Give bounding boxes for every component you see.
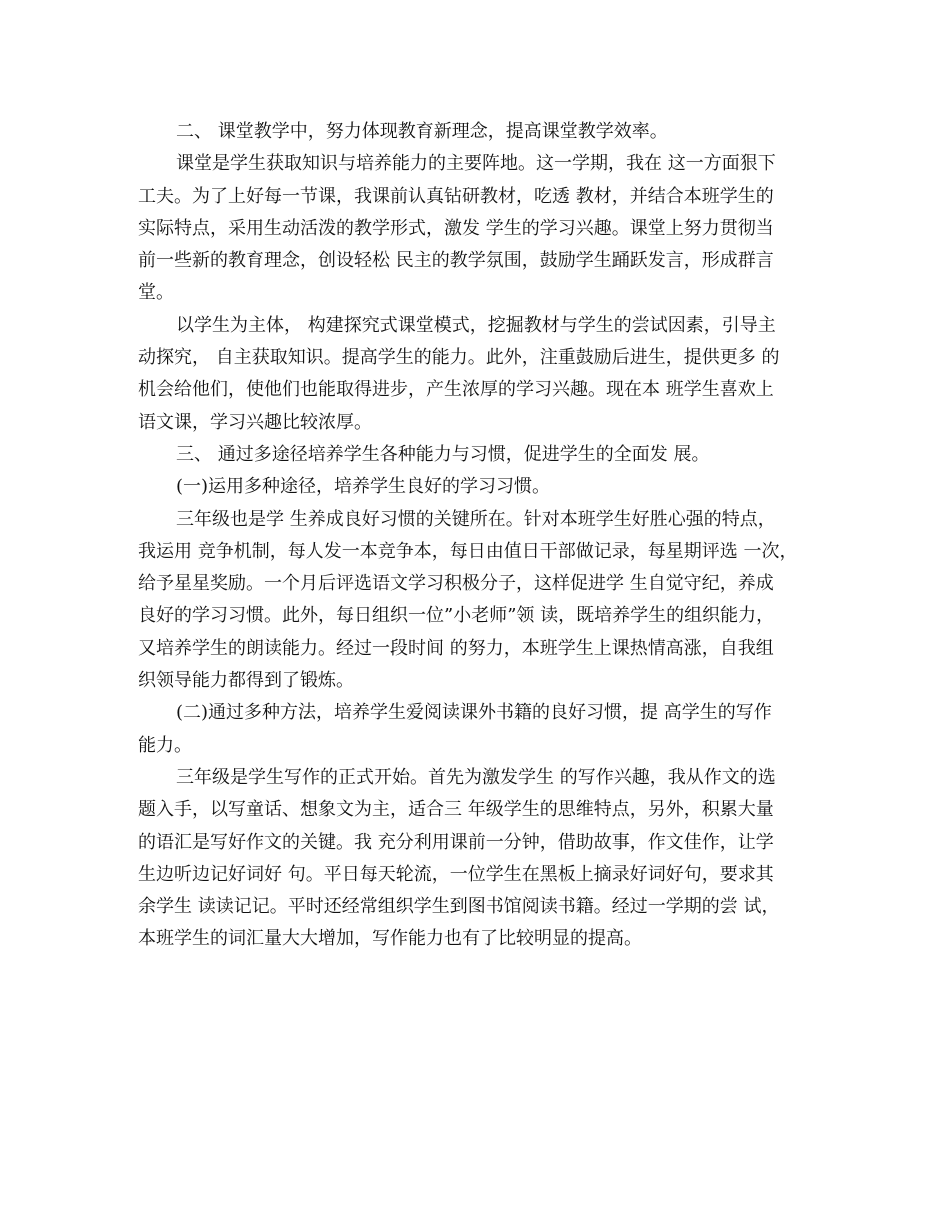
text-line: 织领导能力都得到了锻炼。 <box>138 670 354 692</box>
text-line: 本班学生的词汇量大大增加，写作能力也有了比较明显的提高。 <box>138 928 642 950</box>
text-line: 给予星星奖励。一个月后评选语文学习积极分子，这样促进学 生自觉守纪，养成 <box>138 573 774 595</box>
text-line: 以学生为主体， 构建探究式课堂模式，挖掘教材与学生的尝试因素，引导主 <box>176 314 776 336</box>
text-line: 语文课，学习兴趣比较浓厚。 <box>138 411 372 433</box>
text-line: 三、 通过多途径培养学生各种能力与习惯，促进学生的全面发 展。 <box>176 443 710 465</box>
text-line: 工夫。为了上好每一节课，我课前认真钻研教材，吃透 教材，并结合本班学生的 <box>138 185 774 207</box>
text-line: 三年级是学生写作的正式开始。首先为激发学生 的写作兴趣，我从作文的选 <box>176 766 776 788</box>
text-line: 良好的学习习惯。此外，每日组织一位”小老师”领 读，既培养学生的组织能力， <box>138 605 775 627</box>
text-line: 的语汇是写好作文的关键。我 充分利用课前一分钟，借助故事，作文佳作，让学 <box>138 831 774 853</box>
text-line: 生边听边记好词好 句。平日每天轮流，一位学生在黑板上摘录好词好句，要求其 <box>138 863 774 885</box>
text-line: 堂。 <box>138 282 174 304</box>
text-line: 又培养学生的朗读能力。经过一段时间 的努力，本班学生上课热情高涨，自我组 <box>138 637 774 659</box>
text-line: 我运用 竞争机制，每人发一本竞争本，每日由值日干部做记录，每星期评选 一次， <box>138 540 798 562</box>
text-line: 前一些新的教育理念，创设轻松 民主的教学氛围，鼓励学生踊跃发言，形成群言 <box>138 250 774 272</box>
text-line: 机会给他们，使他们也能取得进步，产生浓厚的学习兴趣。现在本 班学生喜欢上 <box>138 379 774 401</box>
text-line: 能力。 <box>138 734 192 756</box>
text-line: (二)通过多种方法，培养学生爱阅读课外书籍的良好习惯，提 高学生的写作 <box>176 702 772 724</box>
text-line: 题入手，以写童话、想象文为主，适合三 年级学生的思维特点，另外，积累大量 <box>138 799 774 821</box>
document-body <box>138 116 828 956</box>
text-line: 实际特点，采用生动活泼的教学形式，激发 学生的学习兴趣。课堂上努力贯彻当 <box>138 217 774 239</box>
text-line: 动探究， 自主获取知识。提高学生的能力。此外，注重鼓励后进生，提供更多 的 <box>138 347 780 369</box>
text-line: 二、 课堂教学中，努力体现教育新理念，提高课堂教学效率。 <box>176 121 668 142</box>
text-line: 课堂是学生获取知识与培养能力的主要阵地。这一学期，我在 这一方面狠下 <box>176 153 776 175</box>
text-line: 三年级也是学 生养成良好习惯的关键所在。针对本班学生好胜心强的特点， <box>176 508 776 530</box>
text-line: (一)运用多种途径，培养学生良好的学习习惯。 <box>176 476 551 498</box>
text-line: 余学生 读读记记。平时还经常组织学生到图书馆阅读书籍。经过一学期的尝 试， <box>138 896 780 918</box>
